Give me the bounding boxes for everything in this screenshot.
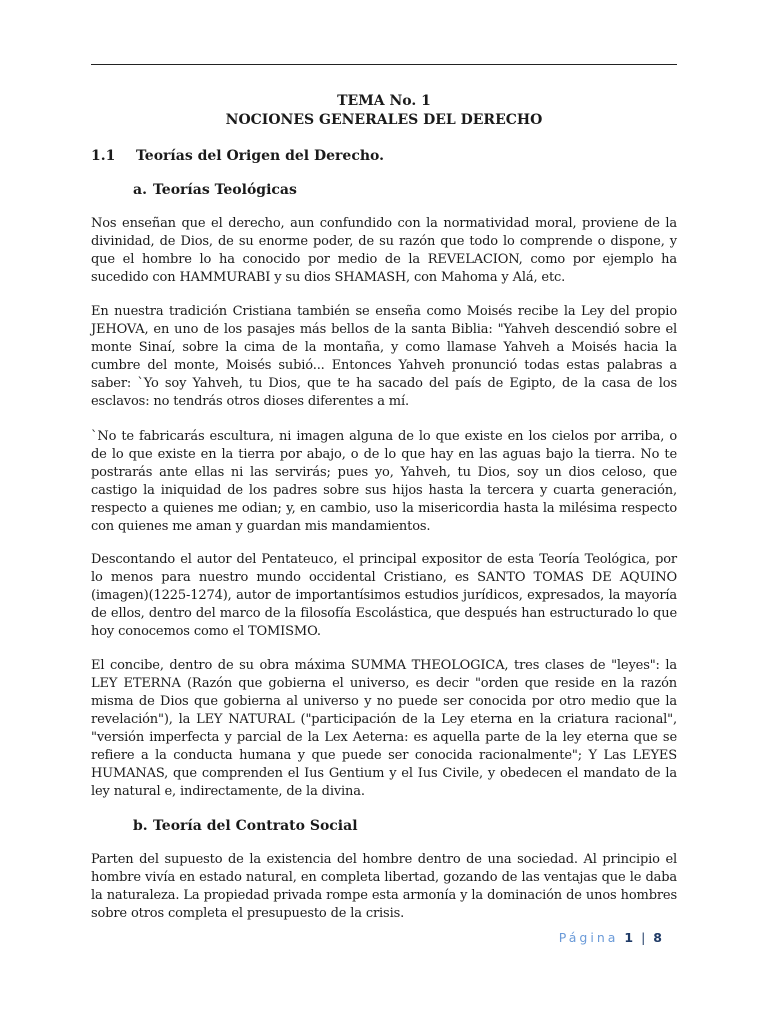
section-title: Teorías del Origen del Derecho. — [136, 148, 384, 164]
document-title — [91, 92, 677, 130]
subsection-b-heading — [133, 817, 358, 836]
title-line-2: NOCIONES GENERALES DEL DERECHO — [225, 112, 543, 128]
subsection-b-title: Teoría del Contrato Social — [153, 818, 358, 834]
paragraph: En nuestra tradición Cristiana también se enseña como Moisés recibe la Ley del propio JEHOVA, en uno de los pasajes más bellos de la santa Biblia: "Yahveh descendió sobre el monte Sinaí, sobre la cima de la montaña, y como llamase Yahveh a Moisés hacia la cumbre del monte, Moisés subió... Entonces Yahveh pronunció todas estas palabras a saber: `Yo soy Yahveh, tu Dios, que te ha sacado del país de Egipto, de la casa de los esclavos: no tendrás otros dioses diferentes a mí. — [91, 304, 677, 409]
page-label: Página — [558, 930, 619, 945]
subsection-a-letter: a. — [133, 182, 147, 198]
page-total: 8 — [653, 930, 662, 945]
header-rule — [91, 64, 677, 65]
page-separator: | — [641, 930, 646, 945]
paragraph: El concibe, dentro de su obra máxima SUMMA THEOLOGICA, tres clases de "leyes": la LEY ETERNA (Razón que gobierna el universo, es decir "orden que reside en la razón misma de Dios que gobierna al universo y no puede ser conocida por otro medio que la revelación"), la LEY NATURAL ("participación de la Ley eterna en la criatura racional", "versión imperfecta y parcial de la Lex Aeterna: es aquella parte de la ley eterna que se refiere a la conducta humana y que puede ser conocida racionalmente"; Y Las LEYES HUMANAS, que comprenden el Ius Gentium y el Ius Civile, y obedecen el mandato de la ley natural e, indirectamente, de la divina. — [91, 658, 677, 799]
paragraph: Parten del supuesto de la existencia del hombre dentro de una sociedad. Al principio el hombre vivía en estado natural, en completa libertad, gozando de las ventajas que le daba la naturaleza. La propiedad privada rompe esta armonía y la dominación de unos hombres sobre otros completa el presupuesto de la crisis. — [91, 852, 677, 921]
page-number: 1 — [624, 930, 634, 945]
title-line-1: TEMA No. 1 — [337, 93, 431, 109]
section-heading — [91, 147, 384, 166]
paragraph: `No te fabricarás escultura, ni imagen alguna de lo que existe en los cielos por arriba, o de lo que existe en la tierra por abajo, o de lo que hay en las aguas bajo la tierra. No te postrarás ante ellas ni las servirás; pues yo, Yahveh, tu Dios, soy un dios celoso, que castigo la iniquidad de los padres sobre sus hijos hasta la tercera y cuarta generación, respecto a quienes me odian; y, en cambio, uso la misericordia hasta la milésima respecto con quienes me aman y guardan mis mandamientos. — [91, 429, 677, 534]
subsection-a-heading — [133, 181, 297, 200]
page-footer — [559, 930, 662, 945]
paragraph: Nos enseñan que el derecho, aun confundido con la normatividad moral, proviene de la divinidad, de Dios, de su enorme poder, de su razón que todo lo comprende o dispone, y que el hombre lo ha conocido por medio de la REVELACION, como por ejemplo ha sucedido con HAMMURABI y su dios SHAMASH, con Mahoma y Alá, etc. — [91, 216, 677, 285]
subsection-b-letter: b. — [133, 818, 148, 834]
subsection-a-title: Teorías Teológicas — [153, 182, 297, 198]
section-number: 1.1 — [91, 148, 116, 164]
paragraph: Descontando el autor del Pentateuco, el principal expositor de esta Teoría Teológica, por lo menos para nuestro mundo occidental Cristiano, es SANTO TOMAS DE AQUINO (imagen)(1225-1274), autor de importantísimos estudios jurídicos, expresados, la mayoría de ellos, dentro del marco de la filosofía Escolástica, que después han estructurado lo que hoy conocemos como el TOMISMO. — [91, 552, 677, 639]
